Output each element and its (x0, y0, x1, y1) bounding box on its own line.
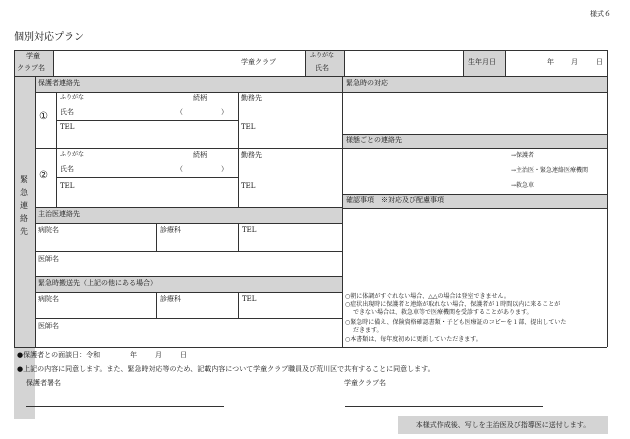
birth-label: 生年月日 (468, 58, 496, 66)
guardian-1-paren-close: ） (221, 108, 228, 116)
transport-hospital-label: 病院名 (38, 295, 59, 303)
club-label-line1: 学童 (26, 52, 40, 60)
guardian-2-paren-close: ） (221, 165, 228, 173)
doctor-dept-label: 診療科 (160, 226, 181, 234)
note-line-5: だきます。 (353, 327, 383, 334)
interview-day-unit: 日 (180, 351, 187, 359)
emergency-response-field[interactable] (344, 94, 606, 132)
guardian-signature-line[interactable] (26, 406, 224, 407)
note-line-1: ○朝に体調がすぐれない場合、△△の場合は登室できません。 (345, 293, 510, 300)
severity-contact-header: 様態ごとの連絡先 (346, 136, 402, 144)
emergency-response-header: 緊急時の対応 (346, 79, 388, 87)
severity-item-doctor: →主治医・緊急連絡医療機関 (511, 167, 589, 174)
guardian-2-work-tel-label: TEL (241, 182, 256, 190)
guardian-1-tel-label: TEL (60, 123, 75, 131)
birth-year-unit: 年 (547, 58, 554, 66)
severity-item-ambulance: →救急車 (511, 182, 535, 189)
severity-item-guardian: →保護者 (511, 152, 535, 159)
transport-physician-label: 医師名 (38, 322, 59, 330)
club-signature-line[interactable] (345, 406, 543, 407)
guardian-section-header: 保護者連絡先 (38, 79, 80, 87)
doctor-hospital-label: 病院名 (38, 226, 59, 234)
guardian-1-number: ① (39, 111, 48, 122)
guardian-1-relation-label: 続柄 (193, 94, 207, 102)
guardian-signature-label: 保護者署名 (26, 379, 61, 387)
club-signature-label: 学童クラブ名 (344, 379, 386, 387)
guardian-1-furigana: ふりがな (60, 94, 85, 101)
confirmation-header: 確認事項 ※対応及び配慮事項 (346, 196, 444, 204)
emergency-contact-vertical-label: 緊急連絡先 (20, 175, 28, 236)
guardian-2-workplace-label: 勤務先 (241, 151, 262, 159)
interview-year-unit: 年 (130, 351, 137, 359)
guardian-2-paren-open: （ (176, 165, 183, 173)
guardian-1-work-tel-label: TEL (241, 123, 256, 131)
consent-statement: ●上記の内容に同意します。また、緊急時対応等のため、記載内容について学童クラブ職員及び荒川区で共有することに同意します。 (17, 365, 435, 373)
guardian-1-name-label: 氏名 (60, 108, 74, 116)
note-line-3: できない場合は、救急車等で医療機関を受診することがあります。 (353, 309, 533, 316)
club-name-field[interactable]: 学童クラブ (241, 58, 276, 66)
form-number: 様式６ (590, 10, 611, 18)
transport-section-header: 緊急時搬送先（上記の他にある場合） (38, 279, 157, 287)
guardian-1-paren-open: （ (176, 108, 183, 116)
birth-day-unit: 日 (596, 58, 603, 66)
guardian-2-number: ② (39, 170, 48, 181)
name-label: 氏名 (315, 64, 329, 72)
guardian-header-cell (35, 76, 342, 92)
interview-month-unit: 月 (155, 351, 162, 359)
club-label-line2: クラブ名 (17, 64, 45, 72)
note-line-2: ○症状出現時に保護者と連絡が取れない場合、保護者が１時間以内に来ることが (345, 301, 561, 308)
guardian-2-tel-label: TEL (60, 182, 75, 190)
page-title: 個別対応プラン (14, 32, 84, 43)
distribution-note: 本様式作成後、写しを主治医及び指導医に送付します。 (398, 416, 608, 434)
transport-tel-label: TEL (242, 295, 257, 303)
guardian-1-workplace-label: 勤務先 (241, 94, 262, 102)
doctor-tel-label: TEL (242, 226, 257, 234)
note-line-6: ○本書類は、毎年度初めに更新していただきます。 (345, 336, 482, 343)
guardian-2-furigana: ふりがな (60, 151, 85, 158)
birth-month-unit: 月 (571, 58, 578, 66)
child-name-field[interactable] (346, 52, 462, 74)
doctor-section-header: 主治医連絡先 (38, 210, 80, 218)
doctor-physician-label: 医師名 (38, 255, 59, 263)
interview-date-label: ●保護者との面談日：令和 (17, 351, 101, 359)
guardian-2-name-label: 氏名 (60, 165, 74, 173)
guardian-2-relation-label: 続柄 (193, 151, 207, 159)
doctor-header-cell (35, 207, 342, 223)
transport-dept-label: 診療科 (160, 295, 181, 303)
note-line-4: ○緊急時に備え、保険資格確認書類・子ども医療証のコピーを１部、提出していた (345, 319, 567, 326)
name-furigana-label: ふりがな (310, 52, 335, 59)
